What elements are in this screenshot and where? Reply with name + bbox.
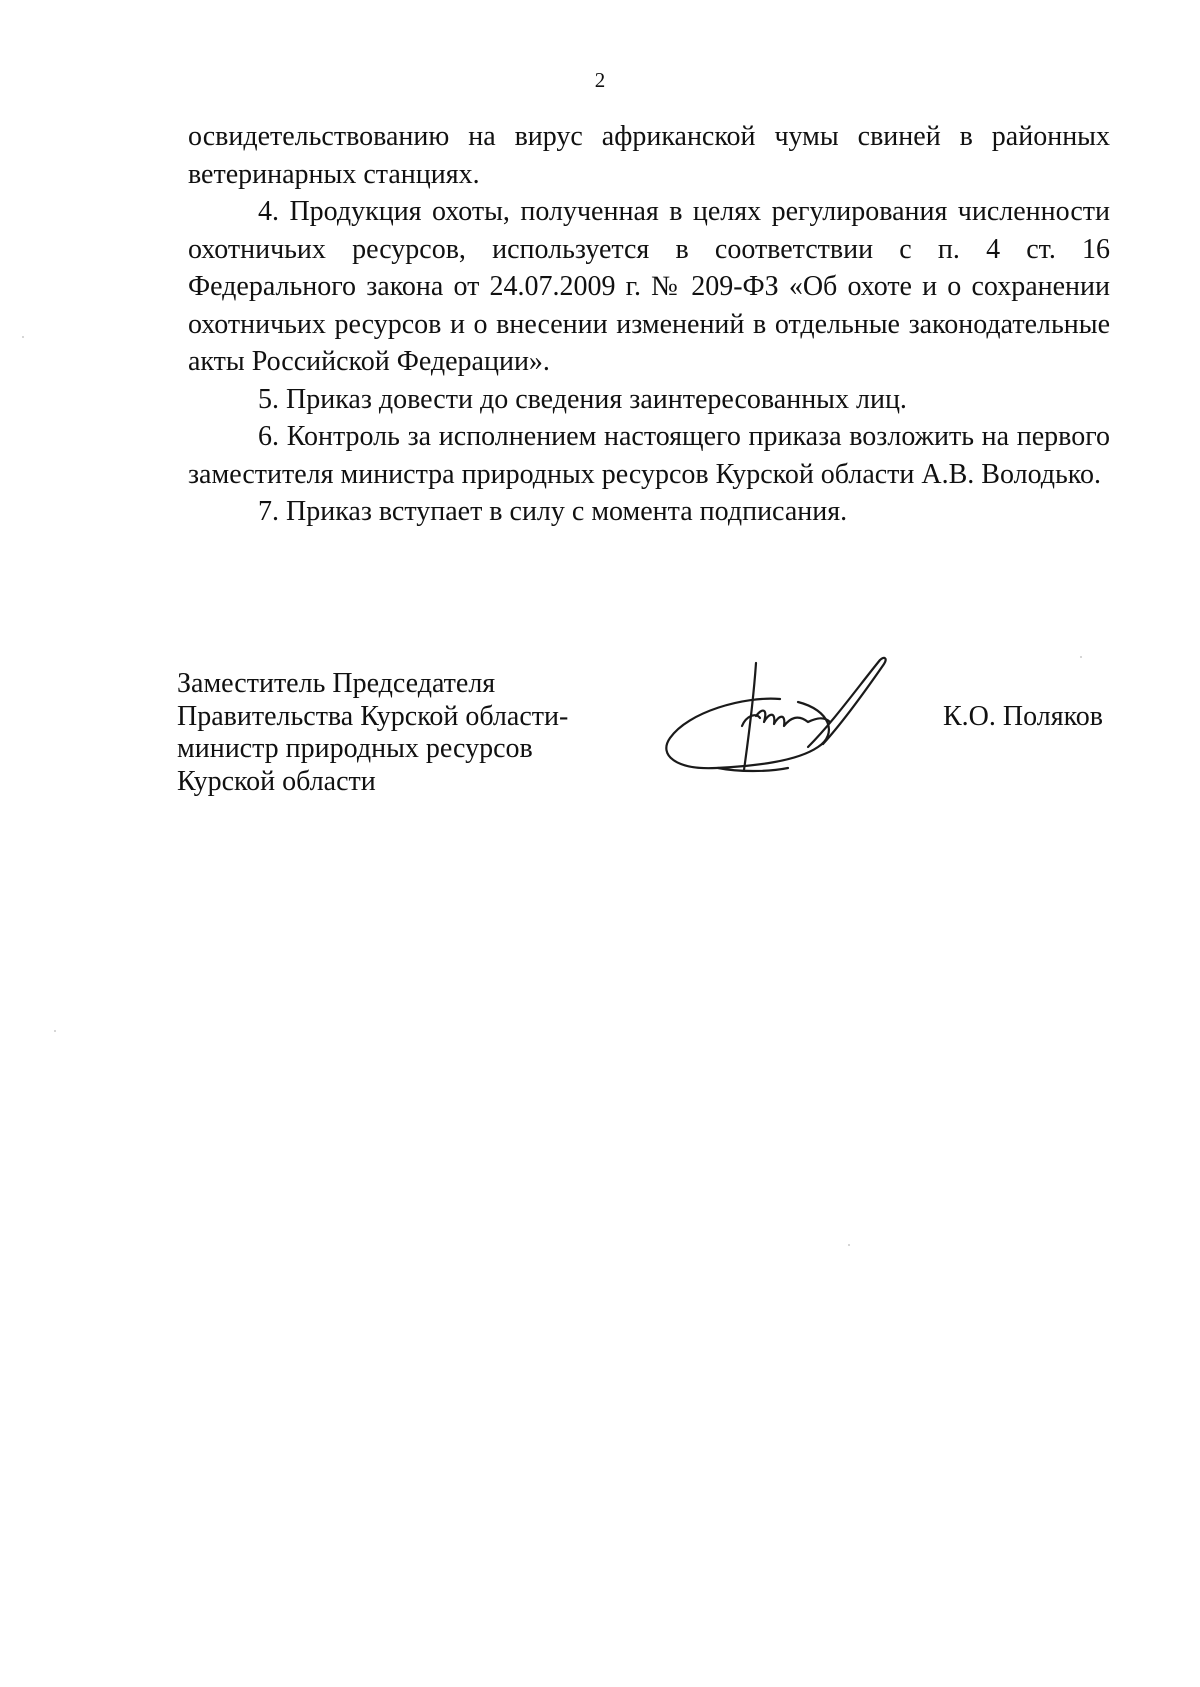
signer-position-line: министр природных ресурсов	[177, 733, 533, 764]
scan-speck	[1080, 656, 1082, 658]
handwritten-signature	[658, 652, 918, 792]
signature-diagonal-stroke	[808, 658, 886, 747]
document-body	[188, 118, 1110, 531]
page-number: 2	[594, 68, 606, 92]
signer-position-line: Заместитель Председателя	[177, 668, 496, 699]
paragraph-item-4: 4. Продукция охоты, полученная в целях регулирования численности охотничьих ресурсов, используется в соответствии с п. 4 ст. 16 Федерального закона от 24.07.2009 г. № 209-ФЗ «Об охоте и о сохранении охотничьих ресурсов и о внесении изменений в отдельные законодательные акты Российской Федерации».	[188, 196, 1110, 377]
signature-letters-stroke	[756, 711, 830, 726]
paragraph-item-5: 5. Приказ довести до сведения заинтересованных лиц.	[258, 383, 907, 415]
paragraph-continuation: освидетельствованию на вирус африканской чумы свиней в районных ветеринарных станциях.	[188, 121, 1110, 190]
signer-name: К.О. Поляков	[943, 701, 1104, 732]
scan-speck	[848, 1244, 850, 1246]
signer-position-line: Правительства Курской области-	[177, 700, 569, 732]
paragraph-item-7: 7. Приказ вступает в силу с момента подписания.	[258, 496, 848, 527]
scan-speck	[54, 1030, 56, 1032]
signature-loop-stroke	[666, 699, 829, 769]
signer-position-line: Курской области	[177, 765, 376, 797]
paragraph-item-6: 6. Контроль за исполнением настоящего приказа возложить на первого заместителя министра природных ресурсов Курской области А.В. Володько.	[188, 421, 1110, 490]
signature-base-stroke	[718, 768, 788, 771]
scan-speck	[22, 336, 24, 338]
signer-position	[177, 668, 568, 798]
